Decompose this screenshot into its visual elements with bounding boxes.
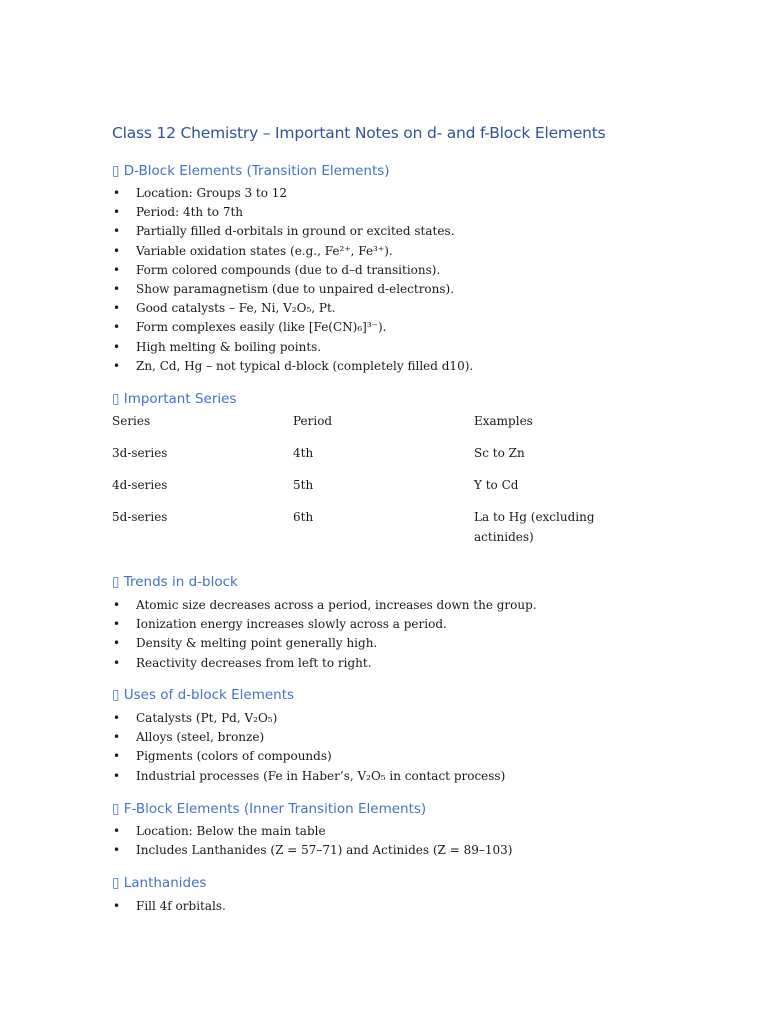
- list-item: • Pigments (colors of compounds): [112, 747, 505, 766]
- list-item: • Good catalysts – Fe, Ni, V₂O₅, Pt.: [112, 299, 473, 318]
- table-header-period: Period: [293, 414, 333, 428]
- document-title: Class 12 Chemistry – Important Notes on d- and f-Block Elements: [112, 124, 606, 142]
- list-item: • Period: 4th to 7th: [112, 203, 473, 222]
- list-item: • Location: Below the main table: [112, 822, 512, 841]
- table-cell: La to Hg (excluding actinides): [474, 510, 595, 544]
- list-item: • Fill 4f orbitals.: [112, 897, 226, 916]
- table-cell: Sc to Zn: [474, 446, 525, 460]
- list-item: • Atomic size decreases across a period, increases down the group.: [112, 596, 537, 615]
- list-item: • High melting & boiling points.: [112, 338, 473, 357]
- table-cell: 4d-series: [112, 478, 168, 492]
- list-item: • Alloys (steel, bronze): [112, 728, 505, 747]
- list-item: • Catalysts (Pt, Pd, V₂O₅): [112, 709, 505, 728]
- lanthanides-list: [112, 897, 226, 916]
- list-item: • Industrial processes (Fe in Haber’s, V₂O₅ in contact process): [112, 767, 505, 786]
- table-cell: 6th: [293, 510, 314, 524]
- list-item: • Form complexes easily (like [Fe(CN)₆]³⁻).: [112, 318, 473, 337]
- list-item: • Form colored compounds (due to d–d transitions).: [112, 261, 473, 280]
- list-item: • Partially filled d-orbitals in ground or excited states.: [112, 222, 473, 241]
- d-block-list: [112, 184, 473, 376]
- table-cell: 4th: [293, 446, 314, 460]
- f-block-list: [112, 822, 512, 860]
- list-item: • Show paramagnetism (due to unpaired d-electrons).: [112, 280, 473, 299]
- list-item: • Reactivity decreases from left to right.: [112, 654, 537, 673]
- heading-trends: ▯ Trends in d-block: [112, 574, 238, 590]
- uses-list: [112, 709, 505, 786]
- table-cell: 3d-series: [112, 446, 168, 460]
- table-cell: 5th: [293, 478, 314, 492]
- table-header-examples: Examples: [474, 414, 533, 428]
- table-header-series: Series: [112, 414, 151, 428]
- table-cell: 5d-series: [112, 510, 168, 524]
- table-cell: Y to Cd: [474, 478, 519, 492]
- trends-list: [112, 596, 537, 673]
- heading-f-block: ▯ F-Block Elements (Inner Transition Elements): [112, 801, 427, 817]
- list-item: • Density & melting point generally high.: [112, 634, 537, 653]
- list-item: • Ionization energy increases slowly across a period.: [112, 615, 537, 634]
- heading-lanthanides: ▯ Lanthanides: [112, 875, 207, 891]
- list-item: • Variable oxidation states (e.g., Fe²⁺, Fe³⁺).: [112, 242, 473, 261]
- heading-important-series: ▯ Important Series: [112, 391, 237, 407]
- list-item: • Location: Groups 3 to 12: [112, 184, 473, 203]
- list-item: • Includes Lanthanides (Z = 57–71) and Actinides (Z = 89–103): [112, 841, 512, 860]
- heading-uses: ▯ Uses of d-block Elements: [112, 687, 295, 703]
- heading-d-block: ▯ D-Block Elements (Transition Elements): [112, 163, 390, 179]
- list-item: • Zn, Cd, Hg – not typical d-block (completely filled d10).: [112, 357, 473, 376]
